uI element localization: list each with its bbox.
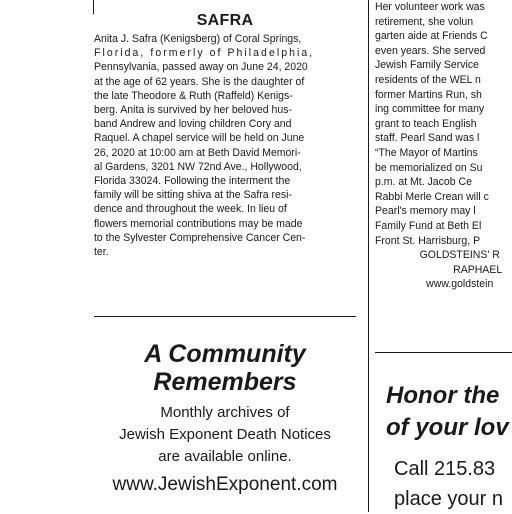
- obituary-name: SAFRA: [196, 12, 254, 29]
- obituary-line: dence and throughout the week. In lieu of: [94, 203, 287, 216]
- obituary-continuation: [375, 0, 512, 292]
- honor-ad-text-line: Call 215.83: [394, 458, 496, 480]
- obituary-line: Raquel. A chapel service will be held on June: [94, 132, 305, 145]
- continuation-line: Rabbi Merle Crean will c: [375, 190, 489, 203]
- funeral-home-name-2: RAPHAEL: [453, 263, 503, 276]
- section-rule-left: [94, 316, 356, 317]
- continuation-line: residents of the WEL n: [375, 73, 481, 86]
- continuation-line: Her volunteer work was: [375, 1, 485, 13]
- website-link[interactable]: www.JewishExponent.com: [112, 474, 338, 495]
- funeral-home-name: GOLDSTEINS' R: [419, 249, 500, 262]
- obituary-text: [94, 32, 356, 259]
- continuation-line: Pearl's memory may l: [375, 205, 476, 218]
- honor-ad-heading: [386, 380, 509, 444]
- honor-ad-text: [394, 454, 509, 514]
- ad-heading-line: Remembers: [153, 368, 297, 396]
- ad-text-line: are available online.: [158, 448, 292, 465]
- ad-heading-line: A Community: [144, 340, 306, 368]
- ad-text-line: Monthly archives of: [160, 404, 290, 421]
- continuation-line: staff. Pearl Sand was l: [375, 132, 480, 145]
- honor-ad-heading-line: of your lov: [386, 414, 509, 441]
- obituary-line: to the Sylvester Comprehensive Cancer Cen-: [94, 231, 306, 244]
- continuation-line: even years. She served: [375, 44, 486, 57]
- continuation-line: p.m. at Mt. Jacob Ce: [375, 176, 472, 189]
- obituary-line: berg. Anita is survived by her beloved hus-: [94, 104, 292, 117]
- continuation-line: ing committee for many: [375, 103, 485, 116]
- continuation-line: Family Fund at Beth El: [375, 219, 482, 232]
- obituary-line: family will be sitting shiva at the Safra resi-: [94, 189, 292, 202]
- obituary-line: at the age of 62 years. She is the daughter of: [94, 75, 305, 88]
- section-rule-right: [375, 352, 512, 353]
- continuation-line: grant to teach English: [375, 117, 477, 130]
- obituary-line: Florida, formerly of Philadelphia,: [94, 47, 315, 60]
- community-remembers-ad: [94, 338, 356, 496]
- continuation-line: Jewish Family Service: [375, 59, 479, 72]
- ad-text-line: Jewish Exponent Death Notices: [119, 426, 331, 443]
- ad-heading: [94, 340, 356, 396]
- continuation-line: Front St. Harrisburg, P: [375, 234, 481, 247]
- continuation-text: [375, 0, 512, 248]
- obituary-line: the late Theodore & Ruth (Raffeld) Kenigs-: [94, 89, 293, 102]
- obituary-line: Anita J. Safra (Kenigsberg) of Coral Springs,: [94, 33, 302, 45]
- continuation-line: garten aide at Friends C: [375, 30, 488, 43]
- obituary-line: Pennsylvania, passed away on June 24, 2020: [94, 61, 308, 74]
- obituary-line: flowers memorial contributions may be made: [94, 217, 303, 230]
- obituary-line: band Andrew and loving children Cory and: [94, 118, 292, 131]
- obituary-notice: [94, 12, 356, 259]
- obituary-line: 26, 2020 at 10:00 am at Beth David Memori-: [94, 146, 301, 159]
- continuation-line: former Martins Run, sh: [375, 88, 482, 101]
- continuation-line: “The Mayor of Martins: [375, 146, 478, 159]
- obituary-line: al Gardens, 3201 NW 72nd Ave., Hollywood,: [94, 160, 302, 173]
- honor-ad-heading-line: Honor the: [386, 382, 500, 409]
- honor-ad-text-line: place your n: [394, 488, 503, 510]
- obituary-line: Florida 33024. Following the interment the: [94, 175, 291, 188]
- continuation-line: retirement, she volun: [375, 15, 474, 28]
- funeral-home-website[interactable]: www.goldstein: [426, 278, 494, 291]
- obituary-line: ter.: [94, 246, 109, 259]
- honor-ad: [386, 380, 509, 514]
- continuation-line: be memorialized on Su: [375, 161, 483, 174]
- column-divider: [368, 0, 369, 512]
